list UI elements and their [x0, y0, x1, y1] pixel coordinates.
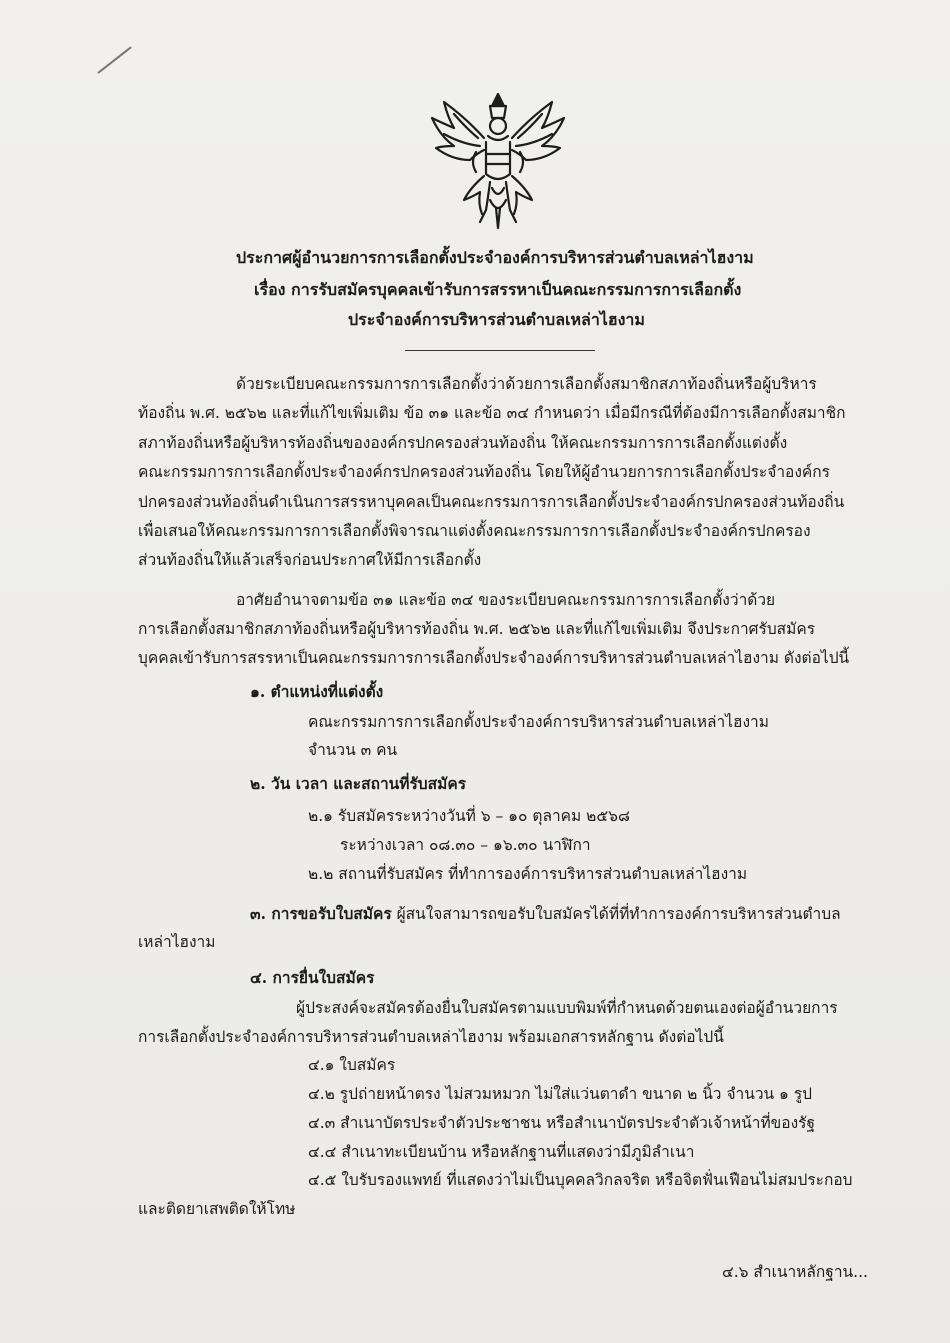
- para1-line: คณะกรรมการการเลือกตั้งประจำองค์กรปกครองส่วนท้องถิ่น โดยให้ผู้อำนวยการการเลือกตั้งประจำองค์กร: [138, 463, 830, 481]
- para1-line: ด้วยระเบียบคณะกรรมการการเลือกตั้งว่าด้วยการเลือกตั้งสมาชิกสภาท้องถิ่นหรือผู้บริหาร: [236, 375, 817, 393]
- title-line-1: ประกาศผู้อำนวยการการเลือกตั้งประจำองค์การบริหารส่วนตำบลเหล่าไฮงาม: [236, 248, 754, 267]
- section-4-item-continuation: และติดยาเสพติดให้โทษ: [138, 1200, 296, 1218]
- title-line-2-subject: เรื่อง การรับสมัครบุคคลเข้ารับการสรรหาเป็นคณะกรรมการการเลือกตั้ง: [254, 280, 742, 299]
- section-4-item: ๔.๒ รูปถ่ายหน้าตรง ไม่สวมหมวก ไม่ใส่แว่นตาดำ ขนาด ๒ นิ้ว จำนวน ๑ รูป: [308, 1085, 812, 1103]
- section-2-line: ระหว่างเวลา ๐๘.๓๐ – ๑๖.๓๐ นาฬิกา: [340, 836, 591, 854]
- section-4-item: ๔.๕ ใบรับรองแพทย์ ที่แสดงว่าไม่เป็นบุคคลวิกลจริต หรือจิตฟั่นเฟือนไม่สมประกอบ: [308, 1171, 853, 1189]
- section-1-line: จำนวน ๓ คน: [308, 741, 398, 759]
- section-4-heading: ๔. การยื่นใบสมัคร: [250, 968, 375, 987]
- section-1-heading: ๑. ตำแหน่งที่แต่งตั้ง: [250, 682, 384, 701]
- para1-line: เพื่อเสนอให้คณะกรรมการการเลือกตั้งพิจารณาแต่งตั้งคณะกรรมการการเลือกตั้งประจำองค์กรปกครอง: [138, 522, 811, 540]
- para2-line: อาศัยอำนาจตามข้อ ๓๑ และข้อ ๓๔ ของระเบียบคณะกรรมการการเลือกตั้งว่าด้วย: [236, 591, 776, 609]
- section-2-line: ๒.๒ สถานที่รับสมัคร ที่ทำการองค์การบริหารส่วนตำบลเหล่าไฮงาม: [308, 865, 748, 883]
- section-2-heading: ๒. วัน เวลา และสถานที่รับสมัคร: [250, 774, 467, 793]
- garuda-emblem-icon: [426, 88, 571, 230]
- para2-line: บุคคลเข้ารับการสรรหาเป็นคณะกรรมการการเลือกตั้งประจำองค์การบริหารส่วนตำบลเหล่าไฮงาม ดังต่อไปนี้: [138, 649, 850, 667]
- section-3-text: ผู้สนใจสามารถขอรับใบสมัครได้ที่ที่ทำการองค์การบริหารส่วนตำบล: [391, 905, 841, 923]
- para1-line: สภาท้องถิ่นหรือผู้บริหารท้องถิ่นขององค์กรปกครองส่วนท้องถิ่น ให้คณะกรรมการการเลือกตั้งแต่งตั้ง: [138, 434, 788, 452]
- para1-line: ท้องถิ่น พ.ศ. ๒๕๖๒ และที่แก้ไขเพิ่มเติม ข้อ ๓๑ และข้อ ๓๔ กำหนดว่า เมื่อมีกรณีที่ต้องมีการเลือกตั้งสมาชิก: [138, 404, 846, 422]
- para2-line: การเลือกตั้งสมาชิกสภาท้องถิ่นหรือผู้บริหารท้องถิ่น พ.ศ. ๒๕๖๒ และที่แก้ไขเพิ่มเติม จึงประกาศรับสมัคร: [138, 620, 816, 638]
- section-4-line: การเลือกตั้งประจำองค์การบริหารส่วนตำบลเหล่าไฮงาม พร้อมเอกสารหลักฐาน ดังต่อไปนี้: [138, 1028, 724, 1046]
- section-2-line: ๒.๑ รับสมัครระหว่างวันที่ ๖ – ๑๐ ตุลาคม ๒๕๖๘: [308, 807, 630, 825]
- section-3-continuation: เหล่าไฮงาม: [138, 933, 216, 951]
- para1-line: ปกครองส่วนท้องถิ่นดำเนินการสรรหาบุคคลเป็นคณะกรรมการการเลือกตั้งประจำองค์กรปกครองส่วนท้องถิ่น: [138, 493, 845, 511]
- section-4-item: ๔.๓ สำเนาบัตรประจำตัวประชาชน หรือสำเนาบัตรประจำตัวเจ้าหน้าที่ของรัฐ: [308, 1114, 816, 1132]
- section-4-item: ๔.๔ สำเนาทะเบียนบ้าน หรือหลักฐานที่แสดงว่ามีภูมิลำเนา: [308, 1143, 695, 1161]
- section-3-line: [250, 904, 841, 924]
- section-1-line: คณะกรรมการการเลือกตั้งประจำองค์การบริหารส่วนตำบลเหล่าไฮงาม: [308, 713, 769, 731]
- next-page-marker: ๔.๖ สำเนาหลักฐาน...: [722, 1263, 868, 1281]
- title-divider: [405, 350, 595, 351]
- title-line-3: ประจำองค์การบริหารส่วนตำบลเหล่าไฮงาม: [348, 310, 645, 329]
- para1-line: ส่วนท้องถิ่นให้แล้วเสร็จก่อนประกาศให้มีการเลือกตั้ง: [138, 551, 482, 569]
- section-4-item: ๔.๑ ใบสมัคร: [308, 1056, 396, 1074]
- section-3-heading: ๓. การขอรับใบสมัคร: [250, 904, 392, 923]
- section-4-line: ผู้ประสงค์จะสมัครต้องยื่นใบสมัครตามแบบพิมพ์ที่กำหนดด้วยตนเองต่อผู้อำนวยการ: [296, 999, 838, 1017]
- scan-mark: [97, 46, 131, 73]
